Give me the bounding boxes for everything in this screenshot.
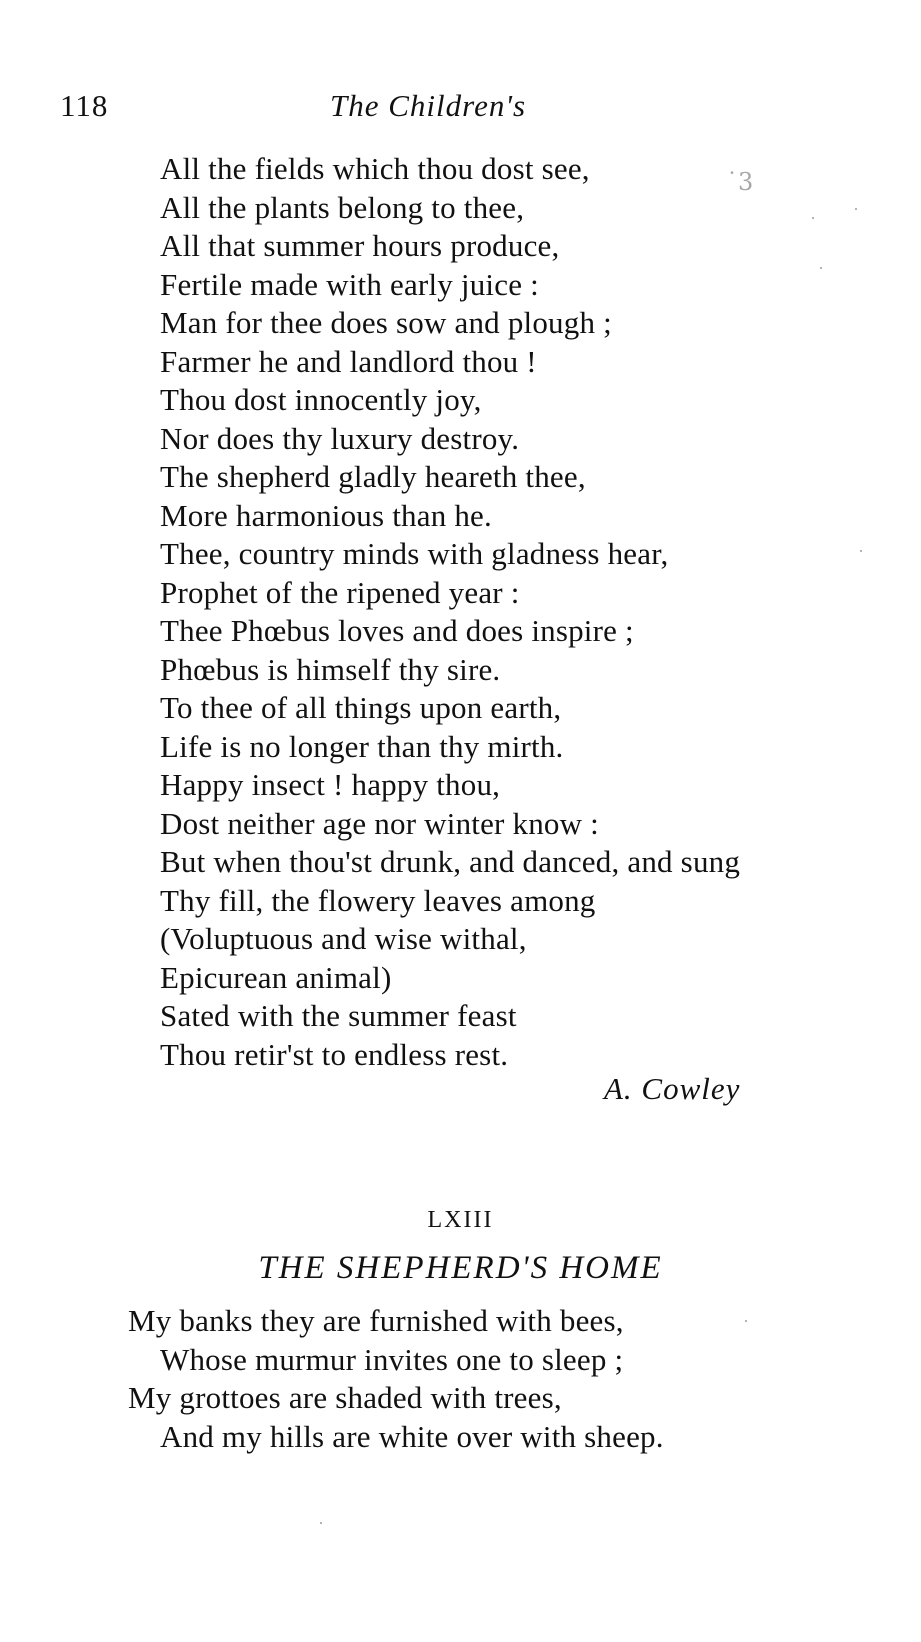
paper-speck [820,267,822,269]
poem-line: Epicurean animal) [160,959,392,995]
paper-speck [745,1320,747,1322]
paper-speck [855,208,857,210]
poem-line: Prophet of the ripened year : [160,574,520,610]
poem-line: Sated with the summer feast [160,998,517,1033]
section-title: THE SHEPHERD'S HOME [258,1250,663,1286]
page-number: 118 [60,88,109,123]
running-head: The Children's [330,88,527,123]
poem-line: To thee of all things upon earth, [160,690,562,725]
poem-line: Thee, country minds with gladness hear, [160,536,669,571]
poem-line: Happy insect ! happy thou, [160,767,501,802]
poem-line: But when thou'st drunk, and danced, and sung [160,844,741,879]
poem-line: More harmonious than he. [160,497,492,533]
poem-line: Phœbus is himself thy sire. [160,651,501,687]
poem-line: Nor does thy luxury destroy. [160,420,520,456]
poem-line: Man for thee does sow and plough ; [160,305,612,340]
poem-line: My grottoes are shaded with trees, [128,1380,562,1416]
poem-line: All the plants belong to thee, [160,189,525,225]
poem-line: The shepherd gladly heareth thee, [160,459,586,494]
poem-line: Whose murmur invites one to sleep ; [160,1341,624,1377]
paper-speck [812,217,814,219]
poem-line: Thy fill, the flowery leaves among [160,882,596,918]
poem-line: Dost neither age nor winter know : [160,805,599,841]
paper-speck [320,1522,322,1524]
poem-line: Thou retir'st to endless rest. [160,1036,509,1072]
poem-line: Life is no longer than thy mirth. [160,728,564,764]
poem-attribution: A. Cowley [604,1071,741,1106]
poem-line: Thee Phœbus loves and does inspire ; [160,613,634,648]
poem-line: And my hills are white over with sheep. [160,1418,664,1454]
poem-line: All that summer hours produce, [160,228,560,263]
poem-line: Fertile made with early juice : [160,266,539,302]
pencil-mark: ˙3 [726,168,754,196]
poem-line: All the fields which thou dost see, [160,151,590,186]
poem-stanza-shepherds-home [128,1302,888,1456]
poem-stanza-cowley [160,150,880,1074]
paper-speck [860,550,862,552]
poem-line: (Voluptuous and wise withal, [160,921,527,956]
poem-line: Farmer he and landlord thou ! [160,343,537,379]
section-number: LXIII [427,1207,494,1233]
poem-line: My banks they are furnished with bees, [128,1303,624,1338]
poem-line: Thou dost innocently joy, [160,382,482,417]
